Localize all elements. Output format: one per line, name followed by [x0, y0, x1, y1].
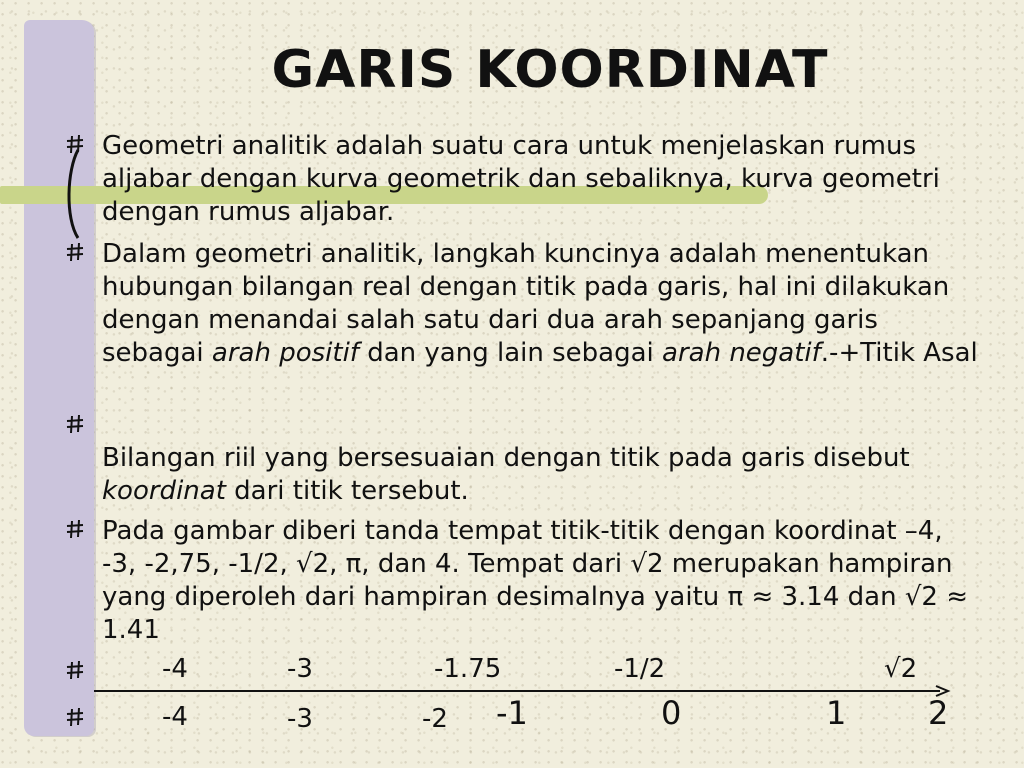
paragraph-text: .-+Titik Asal [820, 338, 978, 368]
bullet-icon [64, 706, 86, 728]
marked-point-label: -3 [287, 654, 313, 684]
scale-label: 0 [661, 694, 682, 732]
slide-title: GARIS KOORDINAT [271, 40, 829, 100]
marked-point-label: √2 [884, 654, 918, 684]
scale-label: 2 [928, 694, 949, 732]
scale-label: -2 [422, 704, 448, 734]
paragraph-text: Bilangan riil yang bersesuaian dengan titik pada garis disebut [102, 443, 910, 473]
decorative-bracket [62, 148, 82, 240]
marked-point-label: -1/2 [614, 654, 666, 684]
bullet-icon [64, 413, 86, 435]
marked-point-label: -1.75 [434, 654, 502, 684]
bullet-icon [64, 518, 86, 540]
paragraph-text: dari titik tersebut. [225, 476, 469, 506]
scale-label: -3 [287, 704, 313, 734]
emphasis-coordinate: koordinat [102, 476, 226, 506]
scale-label: -1 [496, 694, 528, 732]
scale-label: -4 [162, 702, 188, 732]
emphasis-negative-direction: arah negatif [662, 338, 821, 368]
paragraph-coordinate-definition [102, 442, 982, 508]
marked-point-label: -4 [162, 654, 188, 684]
scale-label: 1 [826, 694, 847, 732]
emphasis-positive-direction: arah positif [211, 338, 359, 368]
paragraph-key-step [102, 238, 982, 370]
paragraph-text: Dalam geometri analitik, langkah kuncinya adalah menentukan hubungan bilangan real dengan titik pada garis, hal ini dilakukan dengan menandai salah satu dari dua arah sepanjang garis sebagai [102, 239, 950, 368]
decorative-purple-bar [24, 20, 94, 736]
paragraph-example-points: Pada gambar diberi tanda tempat titik-titik dengan koordinat –4, -3, -2,75, -1/2, √2, π, dan 4. Tempat dari √2 merupakan hampiran yang diperoleh dari hampiran desimalnya yaitu π ≈ 3.14 dan √2 ≈ 1.41 [102, 516, 968, 645]
paragraph-analytic-geometry: Geometri analitik adalah suatu cara untuk menjelaskan rumus aljabar dengan kurva geometrik dan sebaliknya, kurva geometri dengan rumus aljabar. [102, 131, 940, 227]
bullet-icon [64, 241, 86, 263]
bullet-icon [64, 133, 86, 155]
paragraph-text: dan yang lain sebagai [358, 338, 663, 368]
bullet-icon [64, 659, 86, 681]
